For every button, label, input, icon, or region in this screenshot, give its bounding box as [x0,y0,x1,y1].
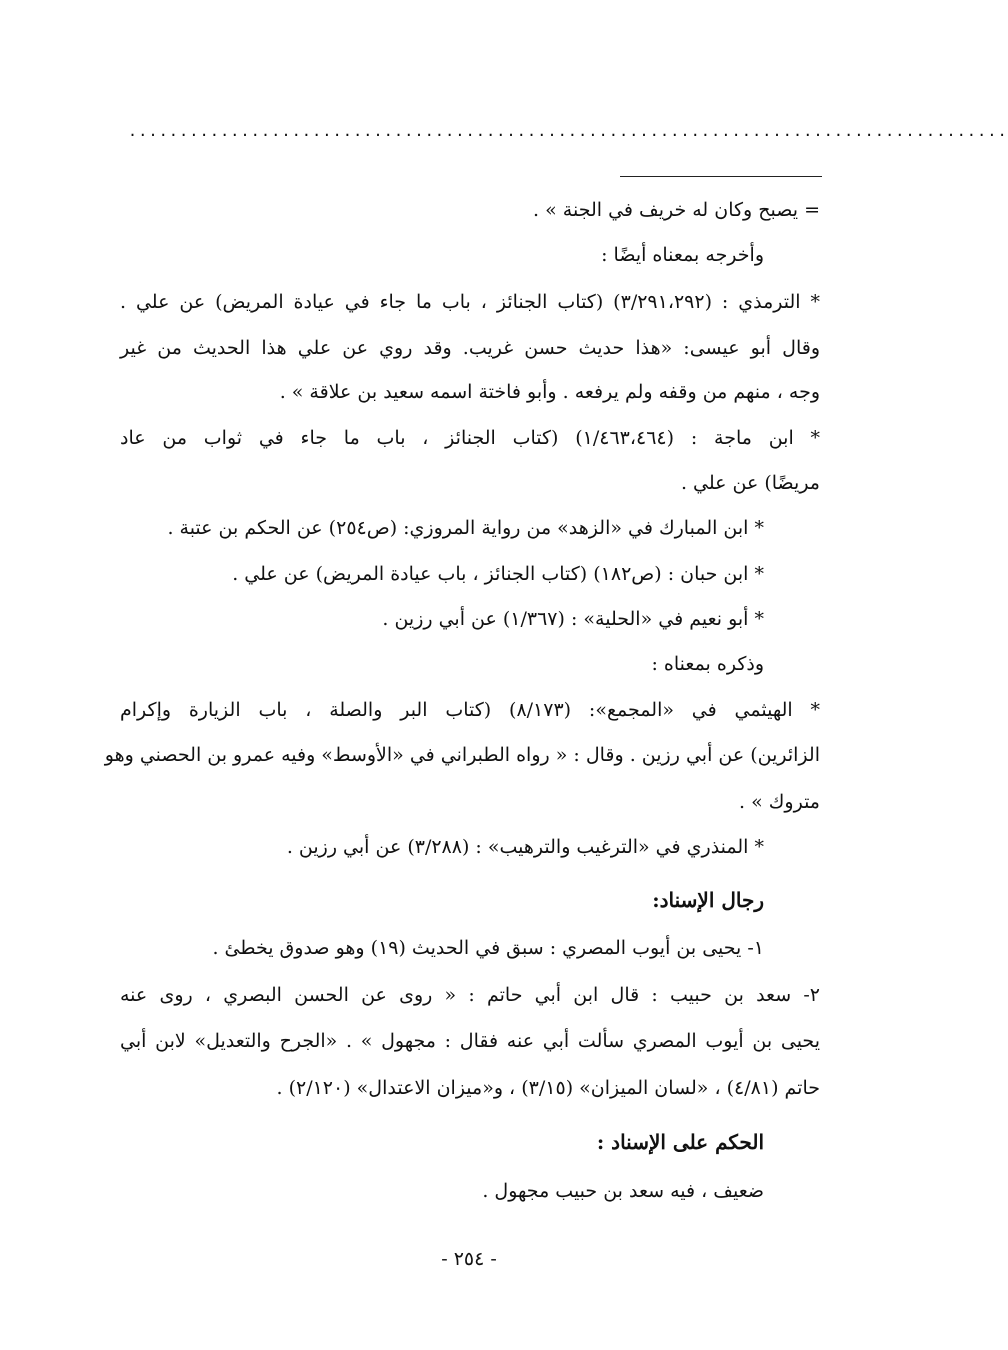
section-heading: الحكم على الإسناد : [596,1130,764,1154]
text-line: ضعيف ، فيه سعد بن حبيب مجهول . [482,1180,764,1202]
text-line: متروك » . [739,791,820,813]
text-line: يحيى بن أيوب المصري سألت أبي عنه فقال : مجهول » . «الجرح والتعديل» لابن أبي [120,1030,820,1052]
text-line: وذكره بمعناه : [651,653,764,675]
text-line: = يصبح وكان له خريف في الجنة » . [533,199,820,221]
text-line: وقال أبو عيسى: «هذا حديث حسن غريب. وقد روي عن علي هذا الحديث من غير [120,337,820,359]
page-number: - ٢٥٤ - [441,1248,497,1270]
text-line: * الترمذي : (٣/٢٩١،٢٩٢) (كتاب الجنائز ، باب ما جاء في عيادة المريض) عن علي . [120,291,821,313]
text-line: وأخرجه بمعناه أيضًا : [601,244,764,266]
section-heading: رجال الإسناد: [652,888,764,912]
text-line: وجه ، منهم من وقفه ولم يرفعه . وأبو فاختة اسمه سعيد بن علاقة » . [279,381,820,403]
text-line: * ابن المبارك في «الزهد» من رواية المروزي: (ص٢٥٤) عن الحكم بن عتبة . [167,517,764,539]
footnote-rule [620,176,822,177]
text-line: حاتم (٤/٨١) ، «لسان الميزان» (٣/١٥) ، و«ميزان الاعتدال» (٢/١٢٠) . [276,1077,820,1099]
text-line: * ابن ماجة : (١/٤٦٣،٤٦٤) (كتاب الجنائز ، باب ما جاء في ثواب من عاد [120,427,821,449]
text-line: الزائرين) عن أبي رزين . وقال : « رواه الطبراني في «الأوسط» وفيه عمرو بن الحصني وهو [104,744,820,766]
text-line: ٢- سعد بن حبيب : قال ابن أبي حاتم : « روى عن الحسن البصري ، روى عنه [120,984,820,1006]
text-line: مريضًا) عن علي . [680,472,820,494]
text-line: * المنذري في «الترغيب والترهيب» : (٣/٢٨٨) عن أبي رزين . [286,836,764,858]
dotted-separator: ...................................................................................... [128,122,1008,140]
text-line: ١- يحيى بن أيوب المصري : سبق في الحديث (١٩) وهو صدوق يخطئ . [212,937,764,959]
text-line: * الهيثمي في «المجمع»: (٨/١٧٣) (كتاب البر والصلة ، باب الزيارة وإكرام [120,699,820,721]
text-line: * أبو نعيم في «الحلية» : (١/٣٦٧) عن أبي رزين . [382,608,764,630]
text-line: * ابن حبان : (ص١٨٢) (كتاب الجنائز ، باب عيادة المريض) عن علي . [232,563,764,585]
